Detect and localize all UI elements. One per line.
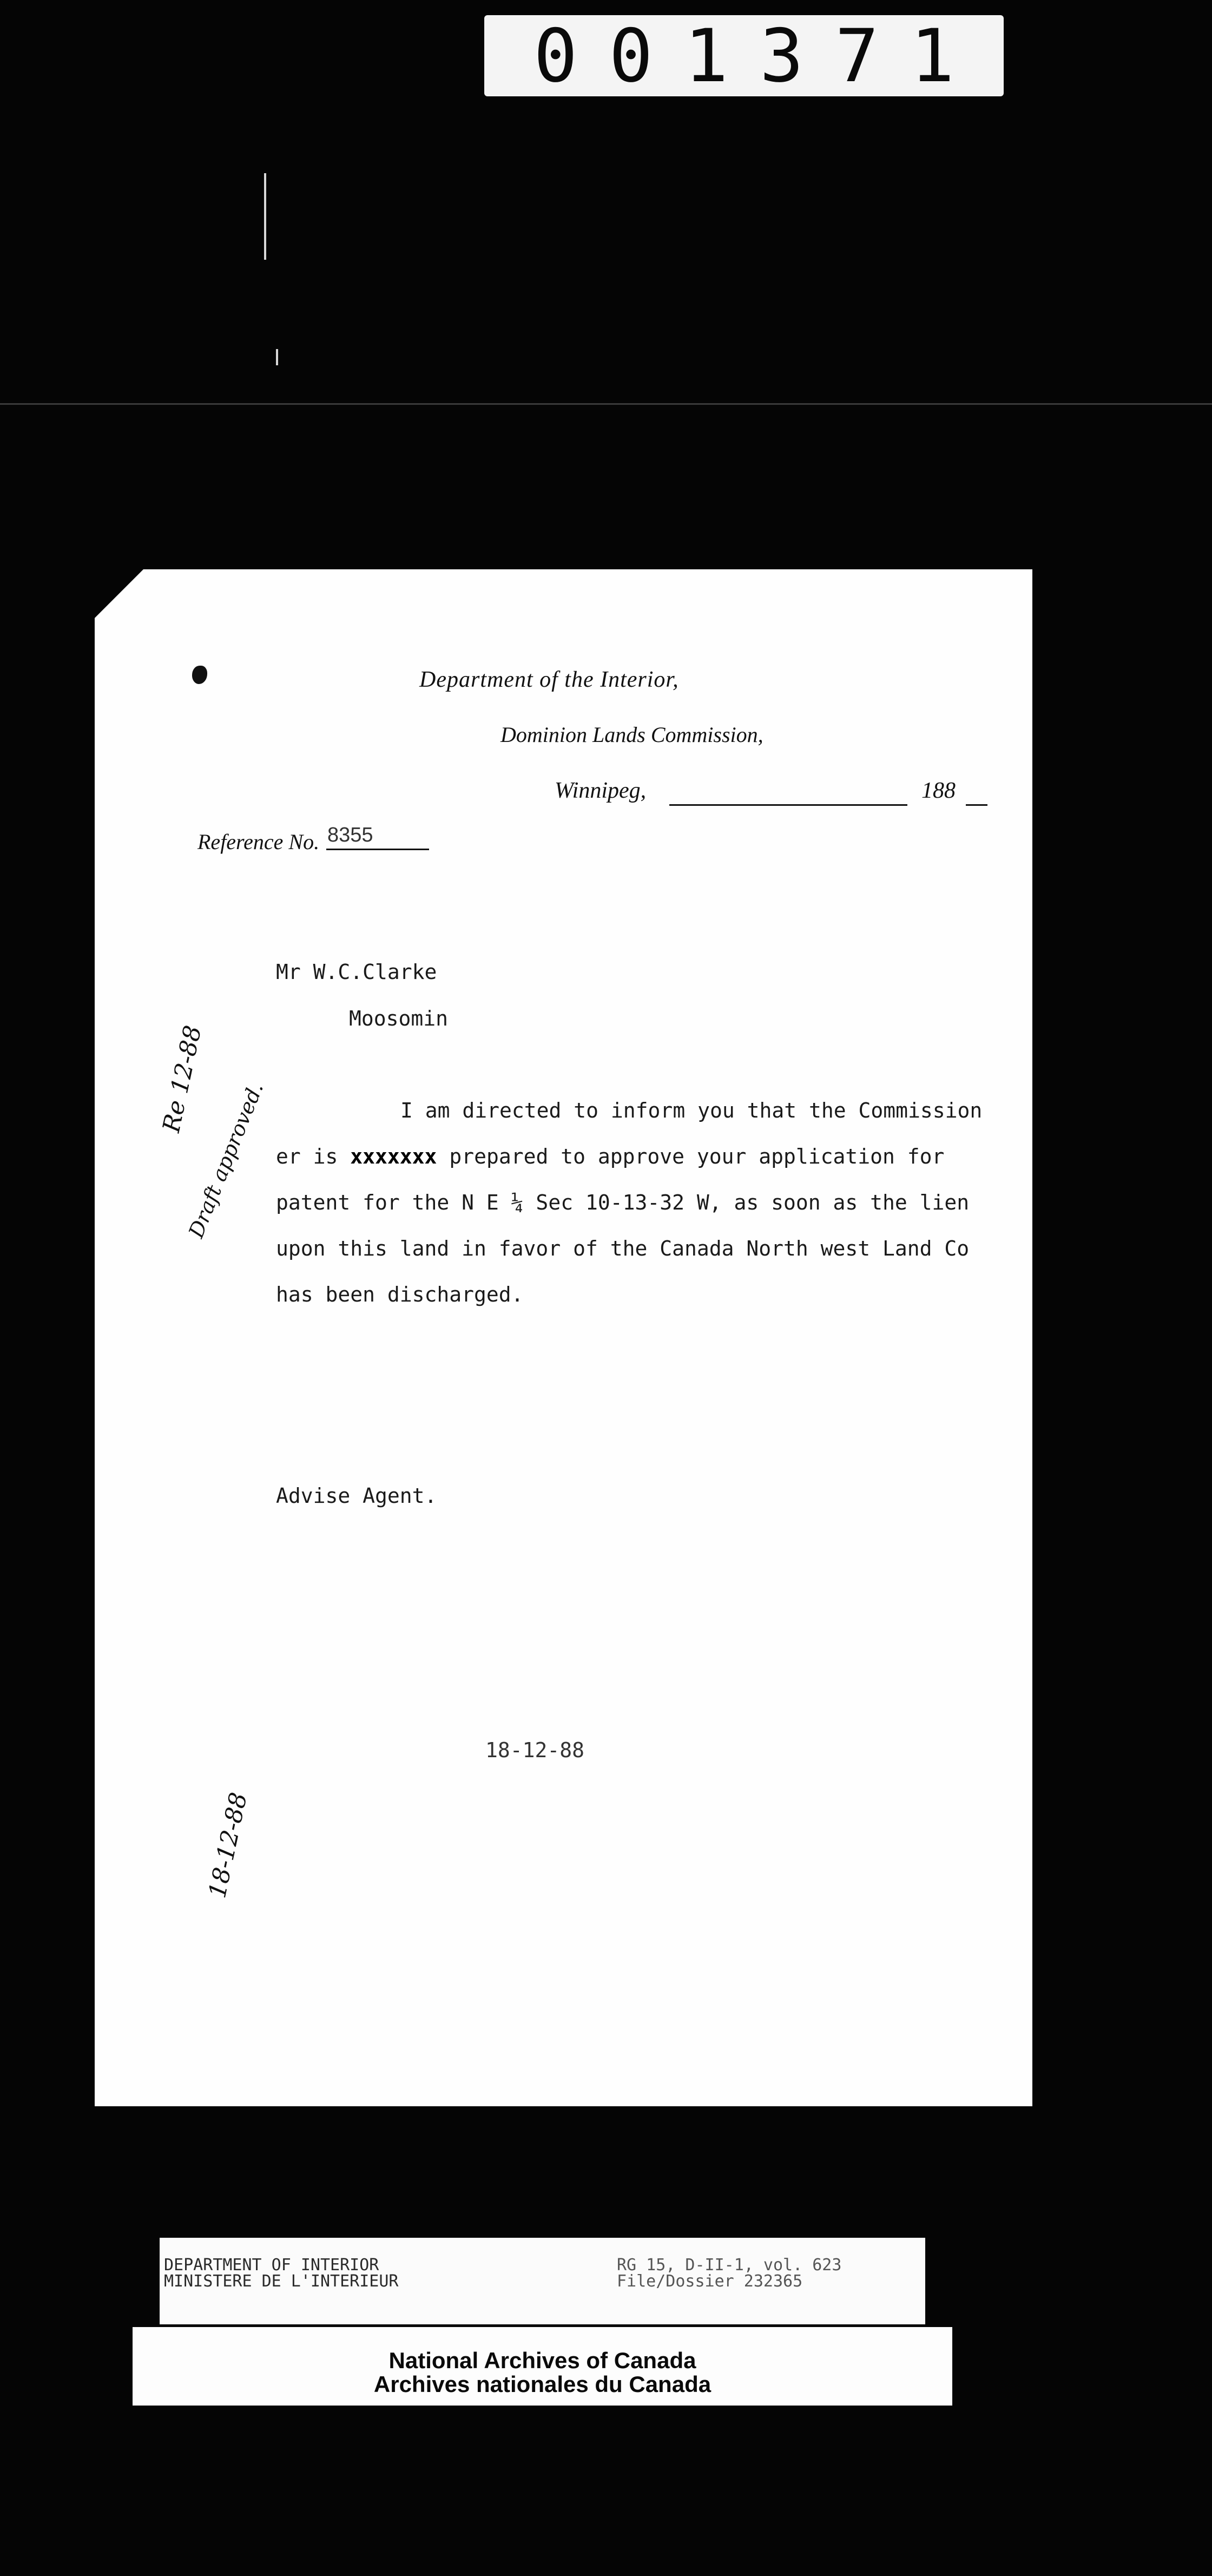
scan-tick [276,349,278,365]
letterhead-commission: Dominion Lands Commission, [500,722,763,747]
struck-word: xxxxxxx [350,1145,437,1168]
body-line-end: prepared to approve your application for [437,1145,945,1168]
reference-number: 8355 [327,824,373,846]
letterhead-year: 188 [921,778,956,803]
advise-agent: Advise Agent. [276,1484,437,1508]
department-fr: MINISTERE DE L'INTERIEUR [164,2272,399,2291]
body-line: patent for the N E ¼ Sec 10-13-32 W, as soon as the lien [276,1191,970,1214]
margin-note: 18-12-88 [203,1790,253,1901]
body-line: upon this land in favor of the Canada North west Land Co [276,1237,970,1260]
dog-ear [95,569,143,618]
archive-reference-label [160,2238,925,2324]
record-group: RG 15, D-II-1, vol. 623 [617,2256,842,2275]
body-line: has been discharged. [276,1283,524,1306]
body-line [276,1145,944,1168]
addressee-place: Moosomin [349,1007,449,1030]
scan-line [0,403,1212,405]
reference-label: Reference No. [197,830,320,854]
reference-line [326,849,429,850]
body-line: I am directed to inform you that the Commission [400,1099,983,1122]
archives-card [133,2327,952,2406]
letterhead-department: Department of the Interior, [419,667,679,692]
file-number: File/Dossier 232365 [617,2272,803,2291]
archives-name-fr: Archives nationales du Canada [373,2371,712,2397]
file-reference [617,2257,841,2290]
archives-name-en: National Archives of Canada [388,2348,696,2373]
body-line-start: er is [276,1145,351,1168]
year-blank-line [966,804,987,806]
scan-tick [264,173,266,260]
department-label [164,2257,398,2290]
draft-approved-note: Draft approved. [184,1079,268,1241]
frame-number: 001371 [484,15,1004,96]
letter-sheet [95,569,1032,2106]
date-blank-line [669,804,907,806]
ink-blot [192,666,207,684]
letterhead-place: Winnipeg, [555,778,647,803]
margin-note: Re 12-88 [157,1023,207,1135]
addressee: Mr W.C.Clarke [276,960,437,984]
department-en: DEPARTMENT OF INTERIOR [164,2256,379,2275]
date-stamp: 18-12-88 [485,1738,585,1762]
